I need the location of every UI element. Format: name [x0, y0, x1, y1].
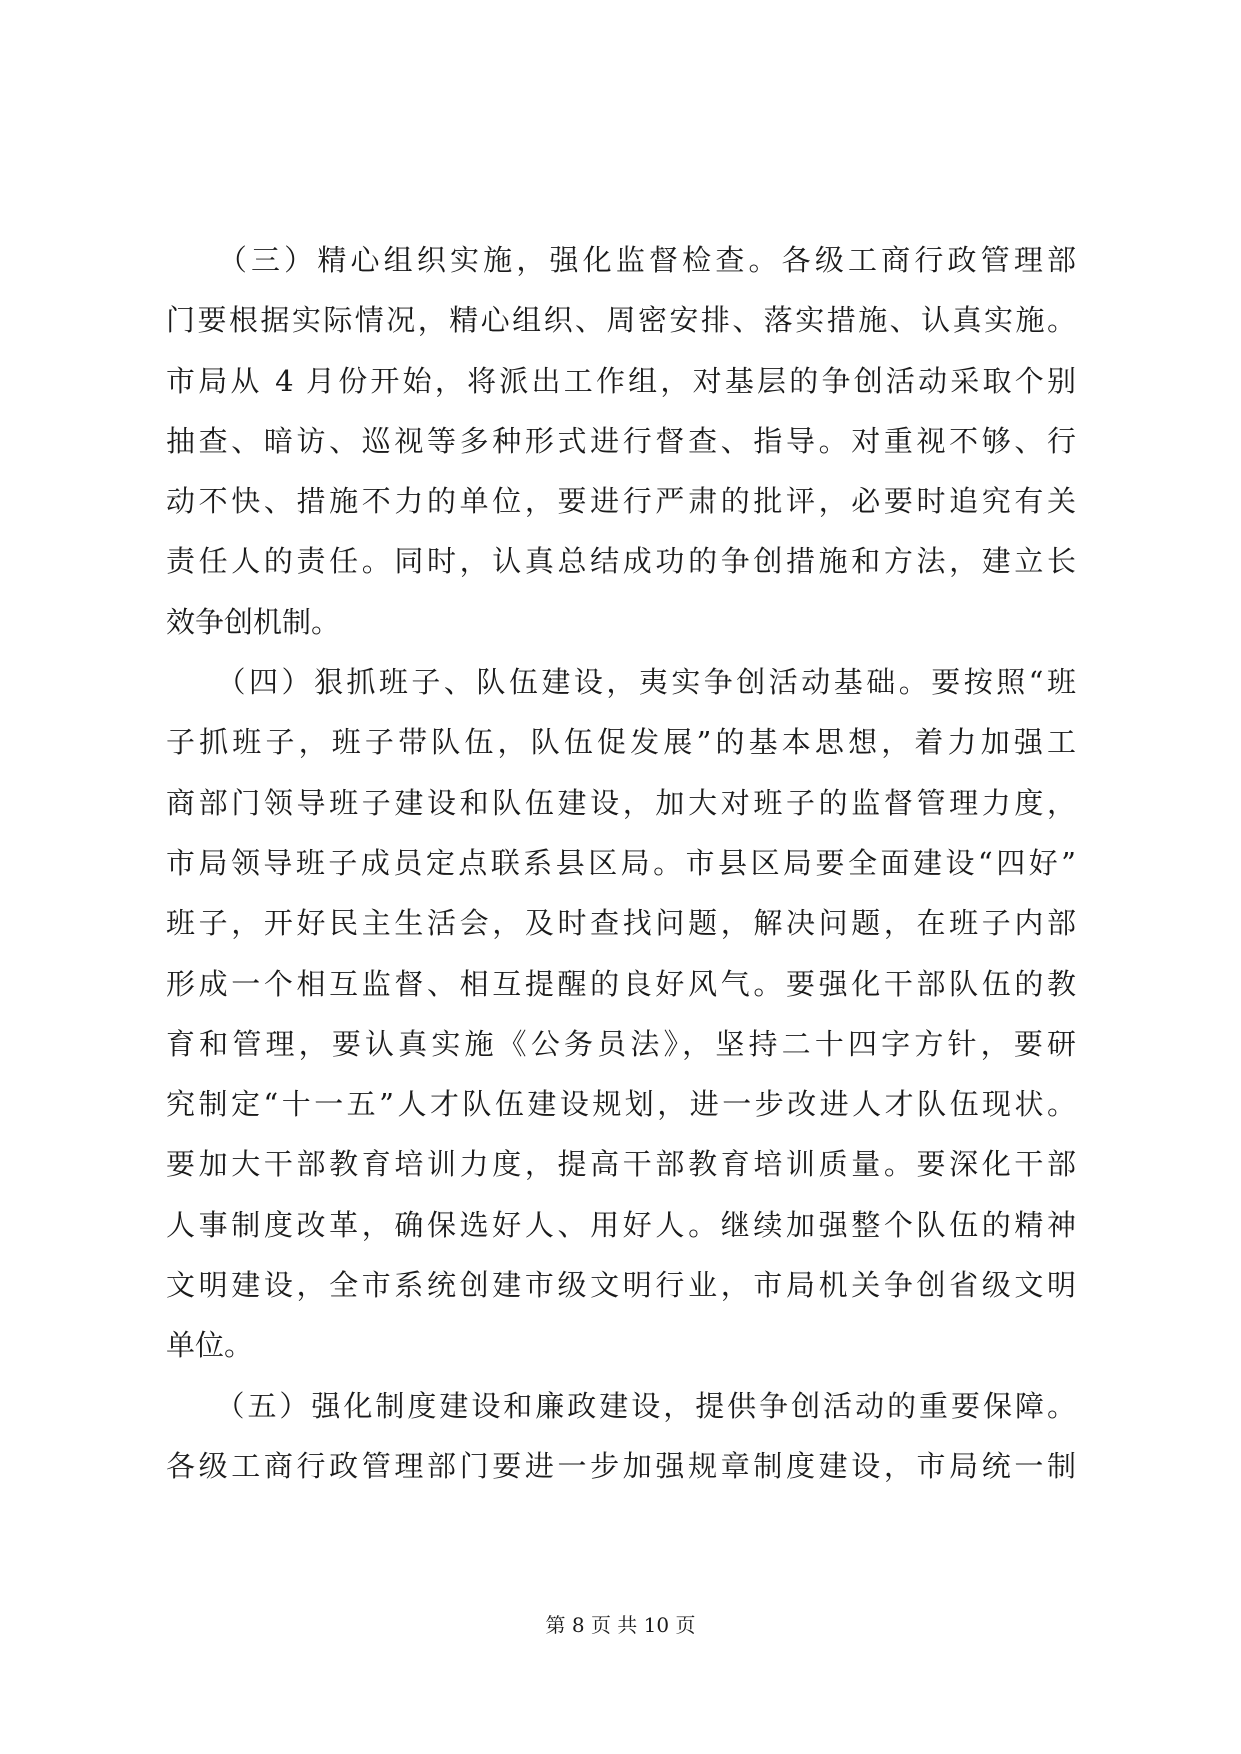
- text-line: （三）精心组织实施，强化监督检查。各级工商行政管理部: [166, 243, 1076, 277]
- text-line: 形成一个相互监督、相互提醒的良好风气。要强化干部队伍的教: [166, 966, 1076, 1001]
- text-line: 商部门领导班子建设和队伍建设，加大对班子的监督管理力度，: [166, 785, 1076, 820]
- text-line: 市局领导班子成员定点联系县区局。市县区局要全面建设“四好”: [166, 845, 1076, 880]
- body-text: [166, 230, 1076, 1496]
- text-line: 文明建设，全市系统创建市级文明行业，市局机关争创省级文明: [166, 1268, 1076, 1303]
- text-line: 单位。: [166, 1328, 254, 1363]
- text-line: 抽查、暗访、巡视等多种形式进行督查、指导。对重视不够、行: [166, 423, 1076, 458]
- text-line: 人事制度改革，确保选好人、用好人。继续加强整个队伍的精神: [166, 1207, 1076, 1242]
- text-line: 子抓班子，班子带队伍，队伍促发展”的基本思想，着力加强工: [166, 725, 1076, 760]
- text-line: 门要根据实际情况，精心组织、周密安排、落实措施、认真实施。: [166, 303, 1076, 338]
- text-line: （五）强化制度建设和廉政建设，提供争创活动的重要保障。: [166, 1388, 1076, 1423]
- text-line: 动不快、措施不力的单位，要进行严肃的批评，必要时追究有关: [166, 484, 1076, 519]
- text-line: 责任人的责任。同时，认真总结成功的争创措施和方法，建立长: [166, 544, 1076, 579]
- text-line: 效争创机制。: [166, 604, 341, 639]
- text-line: 各级工商行政管理部门要进一步加强规章制度建设，市局统一制: [166, 1448, 1076, 1483]
- page-footer: 第 8 页 共 10 页: [545, 1613, 696, 1637]
- text-line: 班子，开好民主生活会，及时查找问题，解决问题，在班子内部: [166, 906, 1076, 941]
- text-line: （四）狠抓班子、队伍建设，夷实争创活动基础。要按照“班: [166, 665, 1076, 700]
- text-line: 市局从 4 月份开始，将派出工作组，对基层的争创活动采取个别: [166, 363, 1076, 398]
- text-line: 究制定“十一五”人才队伍建设规划，进一步改进人才队伍现状。: [166, 1087, 1076, 1122]
- text-line: 要加大干部教育培训力度，提高干部教育培训质量。要深化干部: [166, 1147, 1076, 1182]
- text-line: 育和管理，要认真实施《公务员法》，坚持二十四字方针，要研: [166, 1026, 1076, 1061]
